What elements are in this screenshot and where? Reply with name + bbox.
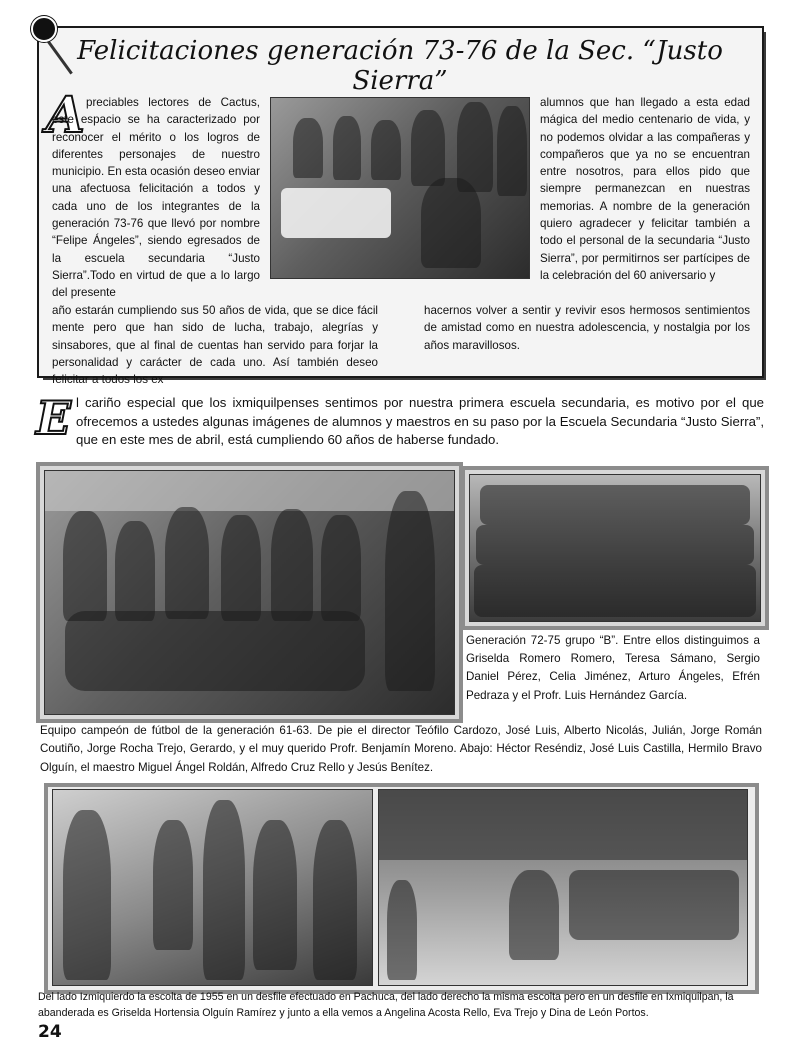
- caption-generacion: Generación 72-75 grupo “B”. Entre ellos distinguimos a Griselda Romero Romero, Teresa Sámano, Sergio Daniel Pérez, Celia Jiménez, Arturo Ángeles, Efrén Pedraza y el Profr. Luis Hernández García.: [466, 634, 760, 702]
- article-title: Felicitaciones generación 73-76 de la Sec. “Justo Sierra”: [77, 36, 723, 96]
- futbol-team-photo: [44, 470, 455, 715]
- escolta-pachuca-photo: [52, 789, 373, 986]
- article-right-column: [540, 94, 750, 284]
- bottom-right-text: hacernos volver a sentir y revivir esos hermosos sentimientos de amistad como en nuestra adolescencia, y nostalgia por los años maravillosos.: [424, 304, 750, 352]
- page-number: 24: [38, 1022, 62, 1042]
- dropcap-e: E: [36, 391, 72, 445]
- intro-paragraph: l cariño especial que los ixmiquilpenses sentimos por nuestra primera escuela secundaria, es motivo por el que ofrecemos a ustedes algunas imágenes de alumnos y maestros en su paso por la Escuela Secundaria “Justo Sierra”, que en este mes de abril, está cumpliendo 60 años de haberse fundado.: [76, 395, 764, 448]
- futbol-photo-frame: [36, 462, 463, 723]
- generacion-photo-frame: [461, 466, 769, 630]
- escolta-ixmiquilpan-photo: [378, 789, 748, 986]
- reunion-photo: [270, 97, 530, 279]
- bottom-left-text: año estarán cumpliendo sus 50 años de vida, que se dice fácil mente pero que han sido de lucha, trabajo, alegrías y sinsabores, que al final de cuentas han servido para forjar la personalidad y carácter de cada uno. Así también deseo felicitar a todos los ex: [52, 304, 378, 387]
- article-bottom-right: [424, 302, 750, 354]
- article-bottom-left: [52, 302, 378, 388]
- pushpin-icon: [31, 16, 57, 42]
- right-column-text: alumnos que han llegado a esta edad mágica del medio centenario de vida, y no podemos olvidar a las compañeras y compañeros que ya no se encuentran entre nosotros, para ellos pido que siempre permanezcan en nuestras memorias. A nombre de la generación quiero agradecer y felicitar también a todo el personal de la secundaria “Justo Sierra”, por permitirnos ser partícipes de la celebración del 60 aniversario y: [540, 96, 750, 282]
- generacion-group-photo: [469, 474, 761, 622]
- dropcap-a: A: [46, 85, 85, 144]
- left-column-text: preciables lectores de Cactus, este espacio se ha caracterizado por reconocer el mérito o los logros de diferentes personajes de nuestro municipio. En esta ocasión deseo enviar una afectuosa felicitación a todos y cada uno de los integrantes de la generación 73-76 que llevó por nombre “Felipe Ángeles”, siendo egresados de la escuela secundaria “Justo Sierra”.Todo en virtud de que a lo largo del presente: [52, 96, 260, 300]
- article-left-column: [52, 94, 260, 302]
- caption-futbol: Equipo campeón de fútbol de la generación 61-63. De pie el director Teófilo Cardozo, José Luis, Alberto Nicolás, Julián, Jorge Román Coutiño, Jorge Rocha Trejo, Gerardo, y el muy querido Profr. Benjamín Moreno. Abajo: Héctor Reséndiz, José Luis Castilla, Hermilo Bravo Olguín, el maestro Miguel Ángel Roldán, Alfredo Cruz Rello y Jesús Benítez.: [40, 724, 762, 774]
- caption-escolta: Del lado Izmiquierdo la escolta de 1955 en un desfile efectuado en Pachuca, del lado derecho la misma escolta pero en un desfile en Ixmiquilpan, la abanderada es Griselda Hortensia Olguín Ramírez y junto a ella vemos a Angelina Acosta Rello, Eva Trejo y Dina de León Portos.: [38, 991, 734, 1019]
